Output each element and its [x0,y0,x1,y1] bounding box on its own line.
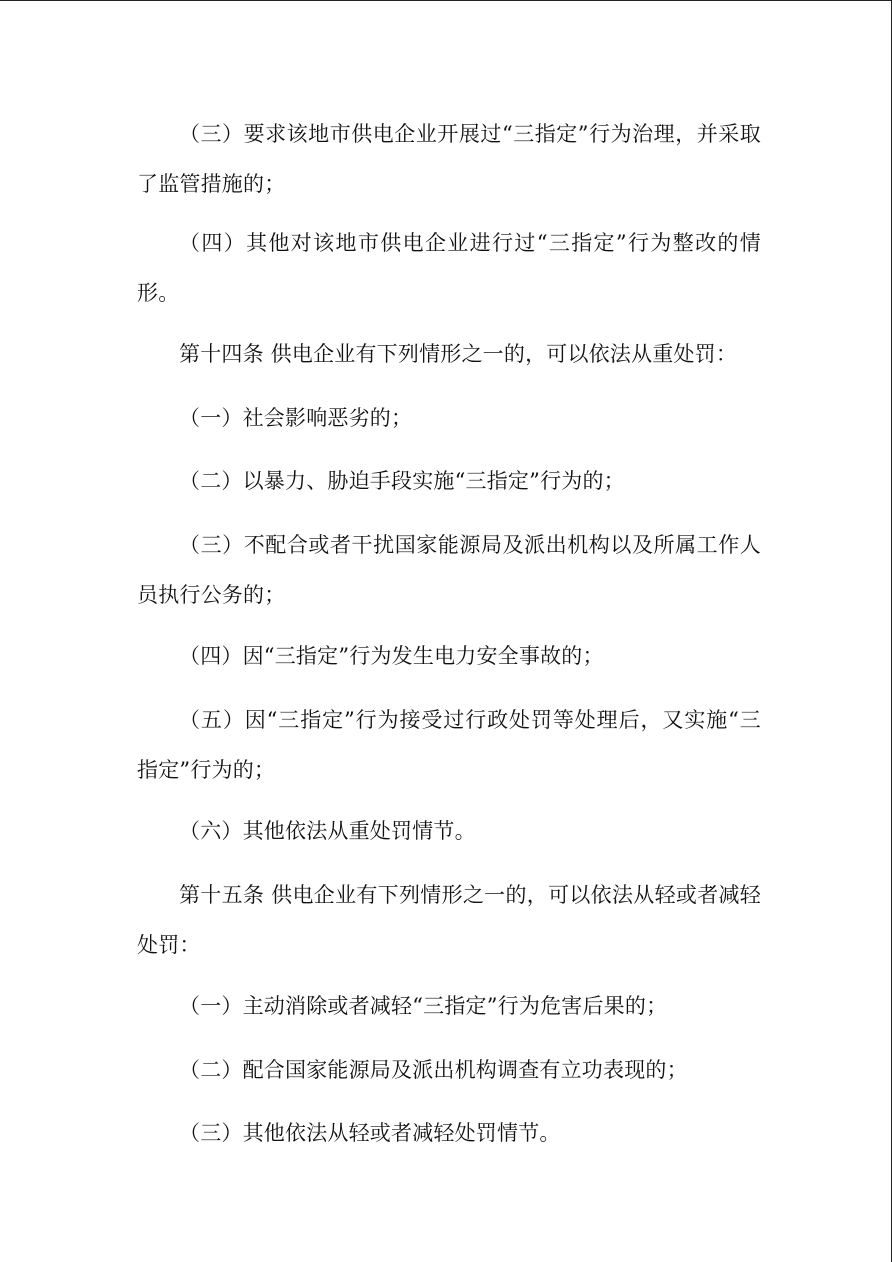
paragraph-mitigate-3: （三）其他依法从轻或者减轻处罚情节。 [179,1121,561,1145]
paragraph-mitigate-1: （一）主动消除或者减轻“三指定”行为危害后果的； [179,994,668,1018]
paragraph-aggravate-6: （六）其他依法从重处罚情节。 [179,819,476,843]
paragraph-aggravate-5: （五）因“三指定”行为接受过行政处罚等处理后，又实施“三指定”行为的； [137,708,761,782]
paragraph-aggravate-4: （四）因“三指定”行为发生电力安全事故的； [179,644,604,668]
paragraph-aggravate-3: （三）不配合或者干扰国家能源局及派出机构以及所属工作人员执行公务的； [137,533,761,607]
paragraph-item-3-measures: （三）要求该地市供电企业开展过“三指定”行为治理，并采取了监管措施的； [137,122,761,196]
paragraph-mitigate-2: （二）配合国家能源局及派出机构调查有立功表现的； [179,1058,688,1082]
paragraph-aggravate-1: （一）社会影响恶劣的； [179,406,413,430]
paragraph-item-4-rectification: （四）其他对该地市供电企业进行过“三指定”行为整改的情形。 [137,231,761,305]
paragraph-aggravate-2: （二）以暴力、胁迫手段实施“三指定”行为的； [179,469,625,493]
article-15-heading: 第十五条 供电企业有下列情形之一的，可以依法从轻或者减轻处罚： [137,883,761,957]
article-14-heading: 第十四条 供电企业有下列情形之一的，可以依法从重处罚： [179,342,738,366]
